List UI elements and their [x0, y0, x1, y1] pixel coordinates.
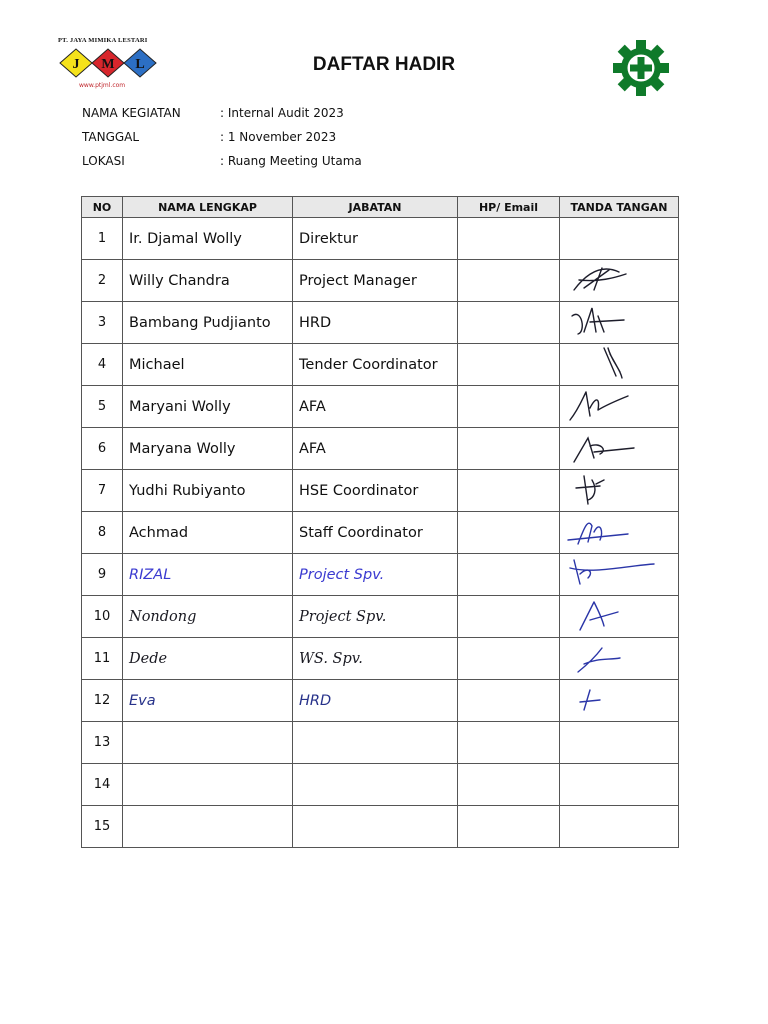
table-row [82, 638, 679, 680]
signature-cell [560, 512, 679, 554]
signature-cell [560, 302, 679, 344]
attendee-position-cell: Direktur [293, 218, 458, 260]
row-number-cell: 2 [82, 260, 123, 302]
svg-text:M: M [101, 57, 115, 72]
contact-cell [458, 218, 560, 260]
attendee-name-cell: Maryana Wolly [123, 428, 293, 470]
attendee-position-cell: Staff Coordinator [293, 512, 458, 554]
table-row [82, 680, 679, 722]
handwritten-signature-icon [564, 512, 674, 552]
contact-cell [458, 428, 560, 470]
col-header-name: NAMA LENGKAP [123, 197, 293, 218]
svg-text:L: L [135, 57, 145, 72]
attendee-name-cell: Willy Chandra [123, 260, 293, 302]
event-location-value: : Ruang Meeting Utama [220, 154, 362, 168]
event-name-row [82, 106, 362, 130]
table-row [82, 428, 679, 470]
attendance-table [81, 196, 679, 848]
event-date-value: : 1 November 2023 [220, 130, 337, 144]
attendee-position-cell: Project Spv. [293, 596, 458, 638]
row-number-cell: 12 [82, 680, 123, 722]
event-location-row [82, 154, 362, 178]
contact-cell [458, 512, 560, 554]
attendee-position-cell: Tender Coordinator [293, 344, 458, 386]
signature-cell [560, 722, 679, 764]
k3-gear-cross-icon [611, 38, 671, 98]
contact-cell [458, 554, 560, 596]
attendee-position-cell: HRD [293, 302, 458, 344]
table-row [82, 302, 679, 344]
handwritten-signature-icon [564, 470, 674, 510]
attendee-position-cell: AFA [293, 428, 458, 470]
table-row [82, 470, 679, 512]
contact-cell [458, 722, 560, 764]
row-number-cell: 1 [82, 218, 123, 260]
attendee-position-cell: HSE Coordinator [293, 470, 458, 512]
attendee-name-cell [123, 764, 293, 806]
attendee-position-cell [293, 764, 458, 806]
row-number-cell: 5 [82, 386, 123, 428]
table-row [82, 386, 679, 428]
row-number-cell: 10 [82, 596, 123, 638]
handwritten-signature-icon [564, 554, 674, 594]
page-title: DAFTAR HADIR [312, 54, 456, 75]
attendee-name-cell: Nondong [123, 596, 293, 638]
contact-cell [458, 596, 560, 638]
event-info [82, 106, 362, 178]
signature-cell [560, 680, 679, 722]
row-number-cell: 8 [82, 512, 123, 554]
attendee-position-cell: WS. Spv. [293, 638, 458, 680]
company-name: PT. JAYA MIMIKA LESTARI [58, 37, 148, 44]
contact-cell [458, 302, 560, 344]
contact-cell [458, 638, 560, 680]
attendee-name-cell: Michael [123, 344, 293, 386]
event-date-row [82, 130, 362, 154]
attendee-name-cell: RIZAL [123, 554, 293, 596]
event-location-label: LOKASI [82, 154, 125, 168]
contact-cell [458, 386, 560, 428]
svg-text:J: J [72, 57, 80, 72]
company-website: www.ptjml.com [79, 82, 126, 89]
attendee-position-cell: AFA [293, 386, 458, 428]
handwritten-signature-icon [564, 302, 674, 342]
attendee-name-cell: Maryani Wolly [123, 386, 293, 428]
row-number-cell: 7 [82, 470, 123, 512]
attendee-name-cell [123, 806, 293, 848]
table-row [82, 344, 679, 386]
contact-cell [458, 680, 560, 722]
attendee-name-cell: Achmad [123, 512, 293, 554]
signature-cell [560, 470, 679, 512]
contact-cell [458, 764, 560, 806]
handwritten-signature-icon [564, 596, 674, 636]
attendee-name-cell: Eva [123, 680, 293, 722]
table-row [82, 806, 679, 848]
attendee-name-cell: Ir. Djamal Wolly [123, 218, 293, 260]
table-row [82, 512, 679, 554]
col-header-contact: HP/ Email [458, 197, 560, 218]
handwritten-signature-icon [564, 344, 674, 384]
table-row [82, 596, 679, 638]
row-number-cell: 4 [82, 344, 123, 386]
table-row [82, 554, 679, 596]
event-date-label: TANGGAL [82, 130, 140, 144]
col-header-no: NO [82, 197, 123, 218]
table-row [82, 260, 679, 302]
signature-cell [560, 344, 679, 386]
row-number-cell: 9 [82, 554, 123, 596]
signature-cell [560, 764, 679, 806]
signature-cell [560, 806, 679, 848]
col-header-position: JABATAN [293, 197, 458, 218]
table-header-row [82, 197, 679, 218]
event-name-label: NAMA KEGIATAN [82, 106, 181, 120]
contact-cell [458, 806, 560, 848]
col-header-signature: TANDA TANGAN [560, 197, 679, 218]
attendee-position-cell [293, 722, 458, 764]
handwritten-signature-icon [564, 260, 674, 300]
row-number-cell: 3 [82, 302, 123, 344]
row-number-cell: 13 [82, 722, 123, 764]
attendee-position-cell: Project Manager [293, 260, 458, 302]
attendee-position-cell: HRD [293, 680, 458, 722]
row-number-cell: 14 [82, 764, 123, 806]
handwritten-signature-icon [564, 680, 674, 720]
signature-cell [560, 260, 679, 302]
table-row [82, 722, 679, 764]
contact-cell [458, 470, 560, 512]
contact-cell [458, 344, 560, 386]
contact-cell [458, 260, 560, 302]
event-name-value: : Internal Audit 2023 [220, 106, 344, 120]
attendee-name-cell [123, 722, 293, 764]
signature-cell [560, 386, 679, 428]
signature-cell [560, 218, 679, 260]
signature-cell [560, 554, 679, 596]
handwritten-signature-icon [564, 638, 674, 678]
signature-cell [560, 596, 679, 638]
signature-cell [560, 638, 679, 680]
signature-cell [560, 428, 679, 470]
attendee-position-cell: Project Spv. [293, 554, 458, 596]
attendee-name-cell: Bambang Pudjianto [123, 302, 293, 344]
attendee-name-cell: Dede [123, 638, 293, 680]
table-row [82, 218, 679, 260]
attendee-name-cell: Yudhi Rubiyanto [123, 470, 293, 512]
handwritten-signature-icon [564, 386, 674, 426]
row-number-cell: 11 [82, 638, 123, 680]
table-row [82, 764, 679, 806]
row-number-cell: 15 [82, 806, 123, 848]
attendee-position-cell [293, 806, 458, 848]
row-number-cell: 6 [82, 428, 123, 470]
handwritten-signature-icon [564, 428, 674, 468]
